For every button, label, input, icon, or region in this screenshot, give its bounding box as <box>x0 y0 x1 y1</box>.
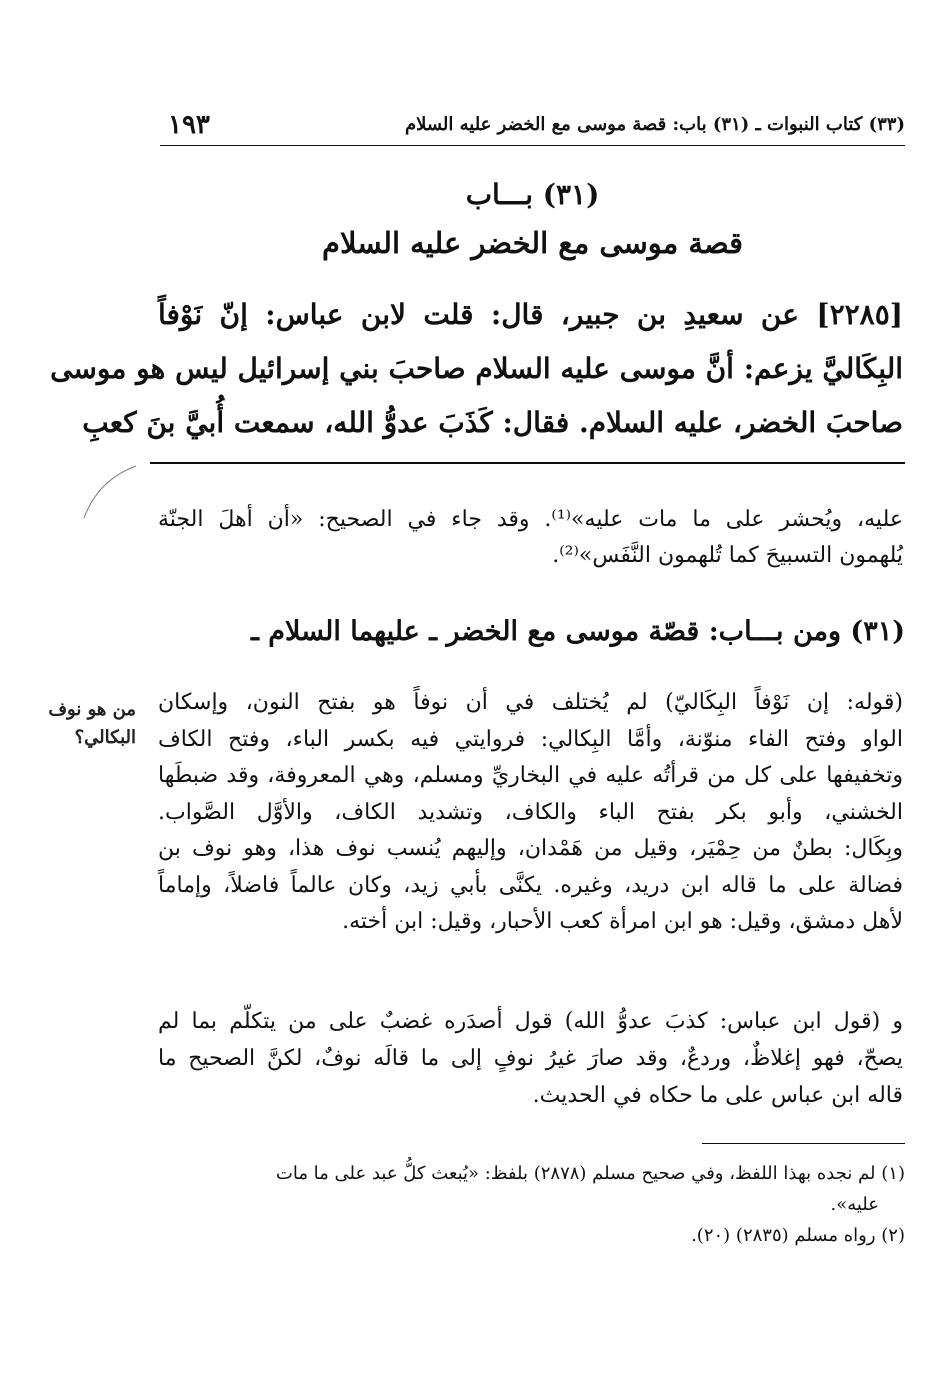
commentary-line: وبِكَال: بطنٌ من حِمْيَر، وقيل من هَمْدان، وإليهم يُنسب نوف هذا، وهو نوف بن <box>158 836 903 861</box>
scan-mark-decoration <box>78 462 138 522</box>
running-header <box>160 112 905 144</box>
footnote-line: (١) لم نجده بهذا اللفظ، وفي صحيح مسلم (٢٨٧٨) بلفظ: «يُبعث كلُّ عبد على ما مات <box>275 1163 905 1184</box>
commentary-paragraph <box>158 685 903 941</box>
chapter-title: قصة موسى مع الخضر عليه السلام <box>322 226 743 260</box>
hadith-line: صاحبَ الخضر، عليه السلام. فقال: كَذَبَ عدوُّ الله، سمعت أُبيَّ بنَ كعبِ <box>82 406 903 439</box>
footnote-line: (٢) رواه مسلم (٢٨٣٥) (٢٠). <box>691 1225 905 1246</box>
page-number: ١٩٣ <box>168 110 210 140</box>
commentary-line: يصحّ، فهو إغلاظٌ، وردعٌ، وقد صارَ غيرُ نوفٍ إلى ما قالَه نوفٌ، لكنَّ الصحيح ما <box>158 1046 903 1071</box>
hadith-line: [٢٢٨٥] عن سعيدِ بن جبير، قال: قلت لابن عباس: إنّ نَوْفاً <box>158 298 903 331</box>
hadith-text <box>50 288 903 450</box>
hadith-line: البِكَاليَّ يزعم: أنَّ موسى عليه السلام صاحبَ بني إسرائيل ليس هو موسى <box>50 352 903 385</box>
commentary-line: الواو وفتح الفاء منوّنة، وأمَّا البِكالي: فروايتي فيه بكسر الباء، وفتح الكاف <box>158 726 903 752</box>
section-heading: (٣١) ومن بـــاب: قصّة موسى مع الخضر ـ عليهما السلام ـ <box>250 616 905 647</box>
commentary-line: يُلهمون التسبيحَ كما تُلهمون النَّفَس»⁽²⁾. <box>552 543 903 568</box>
footnotes <box>160 1158 905 1251</box>
commentary-continuation <box>158 502 903 574</box>
commentary-paragraph <box>158 1003 903 1114</box>
footnote-divider <box>702 1143 905 1144</box>
commentary-line: (قوله: إن نَوْفاً البِكَاليّ) لم يُختلف في أن نوفاً هو بفتح النون، وإسكان <box>158 690 903 715</box>
commentary-line: عليه، ويُحشر على ما مات عليه»⁽¹⁾. وقد جاء في الصحيح: «أن أهلَ الجنّة <box>158 507 903 532</box>
chapter-number-heading: (٣١) بـــاب <box>465 178 600 211</box>
commentary-line: وتخفيفها على كل من قرأتُه عليه في البخاريِّ ومسلم، وهي المعروفة، وقد ضبطَها <box>158 763 903 788</box>
text-commentary-divider <box>150 462 905 464</box>
commentary-line: قاله ابن عباس على ما حكاه في الحديث. <box>532 1083 903 1108</box>
commentary-line: لأهل دمشق، وقيل: هو ابن امرأة كعب الأحبار، وقيل: ابن أخته. <box>342 909 903 934</box>
footnote-line: عليه». <box>830 1194 879 1215</box>
header-divider <box>160 145 905 146</box>
running-header-title: (٣٣) كتاب النبوات ـ (٣١) باب: قصة موسى مع الخضر عليه السلام <box>404 114 905 135</box>
commentary-line: فضالة على ما قاله ابن دريد، وغيره. يكنَّى بأبي زيد، وكان عالماً فاضلاً، وإماماً <box>158 872 903 898</box>
commentary-line: و (قول ابن عباس: كذبَ عدوُّ الله) قول أصدَره غضبٌ على من يتكلّم بما لم <box>158 1009 903 1034</box>
commentary-line: الخشني، وأبو بكر بفتح الباء والكاف، وتشديد الكاف، والأوَّل الصَّواب. <box>158 799 903 825</box>
margin-note: من هو نوف البكالي؟ <box>48 699 136 748</box>
